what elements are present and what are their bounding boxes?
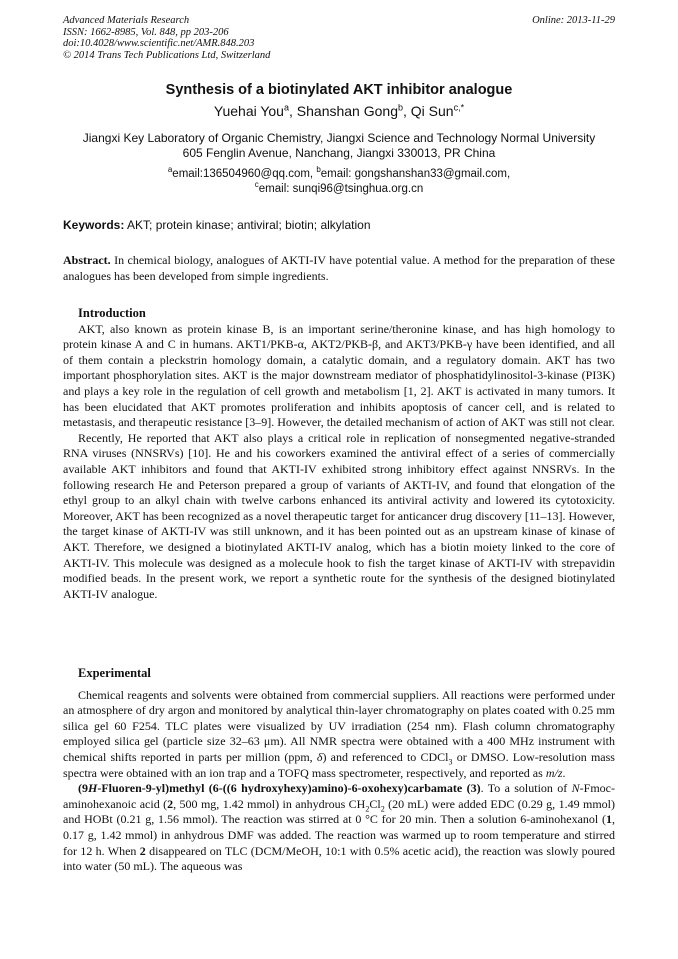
email-line bbox=[0, 167, 678, 182]
text-run: . bbox=[562, 765, 566, 780]
journal-header bbox=[63, 15, 270, 61]
text-run: (9 bbox=[78, 781, 88, 796]
compound-number: 1 bbox=[606, 812, 612, 827]
compound-number: 2 bbox=[167, 796, 174, 811]
email-line bbox=[0, 182, 678, 197]
author-emails bbox=[0, 167, 678, 197]
text-run: N bbox=[571, 781, 580, 796]
introduction-section bbox=[63, 306, 615, 602]
text-run: (20 mL) were added EDC (0.29 g, 1.49 mmol) and HOBt (0.21 g, 1.56 mmol). The reaction was stirred at 0 °C for 20 min. Then a solution 6-aminohexanol ( bbox=[63, 796, 616, 827]
author-name: Shanshan Gong bbox=[296, 103, 398, 119]
text-run: , 0.17 g, 1.42 mmol) in anhydrous DMF was added. The reaction was warmed up to room temperature and stirred for 12 h. When bbox=[63, 812, 615, 858]
experimental-section bbox=[63, 666, 615, 875]
text-run: H bbox=[88, 781, 98, 796]
affiliation-line: 605 Fenglin Avenue, Nanchang, Jiangxi 330013, PR China bbox=[182, 146, 496, 160]
text-run: Chemical reagents and solvents were obtained from commercial suppliers. All reactions were performed under an atmosphere of dry argon and monitored by analytical thin-layer chromatography on plates coated with 0.25 mm silica gel 60 F254. TLC plates were visualized by UV irradiation (254 nm). Flash column chromatography employed silica gel (particle size 32–63 μm). All NMR spectra were obtained with a 400 MHz instrument with chemical shifts reported in parts per million (ppm, bbox=[63, 687, 615, 764]
text-run: -Fmoc-aminohexanoic acid ( bbox=[63, 781, 615, 811]
email-a[interactable]: email:136504960@qq.com, bbox=[172, 168, 317, 180]
text-run: -Fluoren-9-yl)methyl (6-((6 hydroxyhexy)amino)-6-oxohexy)carbamate (3) bbox=[97, 781, 481, 796]
author-affil-mark: a bbox=[283, 102, 289, 113]
experimental-paragraph bbox=[63, 781, 615, 875]
abstract bbox=[63, 253, 615, 284]
text-run: δ bbox=[316, 749, 323, 764]
email-c[interactable]: email: sunqi96@tsinghua.org.cn bbox=[258, 183, 424, 195]
experimental-heading: Experimental bbox=[78, 666, 151, 680]
author-separator: , bbox=[403, 103, 411, 119]
journal-name: Advanced Materials Research bbox=[63, 15, 190, 26]
abstract-text: In chemical biology, analogues of AKTI-IV have potential value. A method for the preparation of these analogues has been developed from simple ingredients. bbox=[63, 253, 615, 283]
online-date: Online: 2013-11-29 bbox=[532, 15, 615, 26]
text-run: ) and referenced to CDCl bbox=[322, 749, 449, 764]
affiliation bbox=[0, 131, 678, 161]
subscript: 2 bbox=[365, 804, 370, 814]
author-name: Yuehai You bbox=[213, 103, 284, 119]
author-list bbox=[0, 103, 678, 119]
keywords bbox=[63, 218, 371, 232]
introduction-heading: Introduction bbox=[78, 306, 146, 320]
issn-line: ISSN: 1662-8985, Vol. 848, pp 203-206 bbox=[63, 26, 229, 38]
text-run: or DMSO. Low-resolution mass spectra were obtained with an ion trap and a TOFQ mass spectrometer, respectively, and reported as bbox=[63, 749, 615, 780]
text-run: Cl bbox=[369, 796, 381, 811]
author-affil-mark: b bbox=[397, 102, 403, 113]
text-run: disappeared on TLC (DCM/MeOH, 10:1 with 0.5% acetic acid), the reaction was slowly poured into water (50 mL). The aqueous was bbox=[63, 843, 615, 874]
subscript: 3 bbox=[448, 757, 453, 767]
paper-title: Synthesis of a biotinylated AKT inhibitor analogue bbox=[165, 82, 513, 98]
author-separator: , bbox=[289, 103, 297, 119]
compound-title bbox=[78, 781, 481, 795]
abstract-paragraph bbox=[63, 253, 615, 284]
email-mark: b bbox=[316, 165, 321, 175]
text-run: m/z bbox=[545, 765, 563, 780]
email-mark: c bbox=[254, 180, 259, 190]
abstract-label: Abstract. bbox=[63, 253, 111, 267]
doi-line: doi:10.4028/www.scientific.net/AMR.848.203 bbox=[63, 38, 255, 49]
subscript: 2 bbox=[380, 804, 385, 814]
author-name: Qi Sun bbox=[410, 103, 454, 119]
compound-number: 2 bbox=[139, 843, 146, 858]
keywords-text: AKT; protein kinase; antiviral; biotin; alkylation bbox=[124, 218, 371, 232]
text-run: . To a solution of bbox=[480, 781, 572, 796]
email-mark: a bbox=[167, 165, 173, 175]
email-b[interactable]: email: gongshanshan33@gmail.com, bbox=[320, 168, 511, 180]
affiliation-line: Jiangxi Key Laboratory of Organic Chemistry, Jiangxi Science and Technology Normal University bbox=[82, 131, 596, 145]
text-run: , 500 mg, 1.42 mmol) in anhydrous CH bbox=[173, 796, 366, 811]
introduction-paragraph: Recently, He reported that AKT also plays a critical role in replication of nonsegmented negative-stranded RNA viruses (NNSRVs) [10]. He and his coworkers examined the antiviral effect of a series of commercially available AKT inhibitors and found that AKTI-IV exhibited strong inhibitory effect against NNSRVs. In the following research He and Peterson prepared a group of variants of AKTI-IV, and found that elongation of the ethyl group to an alkyl chain with twelve carbons enhanced its antiviral activity and lowered its cytotoxicity. Moreover, AKT has been recognized as a novel therapeutic target for anticancer drug discovery [11–13]. However, the target kinase of AKTI-IV was still unknown, and it has been pointed out as an upstream kinase of kinase of AKT. Therefore, we designed a biotinylated AKTI-IV analog, which has a biotin moiety linked to the core of AKTI-IV. This molecule was designed as a molecule hook to fish the target kinase of AKTI-IV with strepavidin modified beads. In the present work, we report a synthetic route for the synthesis of the designed biotinylated AKTI-IV analogue. bbox=[63, 430, 615, 601]
author-affil-mark: c,* bbox=[453, 102, 465, 113]
experimental-paragraph bbox=[63, 688, 615, 782]
copyright-line: © 2014 Trans Tech Publications Ltd, Switzerland bbox=[63, 49, 271, 61]
introduction-paragraph: AKT, also known as protein kinase B, is an important serine/theronine kinase, and has high homology to protein kinase A and C in humans. AKT1/PKB-α, AKT2/PKB-β, and AKT3/PKB-γ have been identified, and all of them contain a pleckstrin homology domain, a catalytic domain, and a regulatory domain. AKT has two important phosphorylation sites. AKT is the major downstream mediator of phosphatidylinositol-3-kinase (PI3K) and plays a key role in the regulation of cell growth and metabolism [1, 2]. AKT is activated in many tumors. It has been elucidated that AKT promotes proliferation and inhibits apoptosis of cancer cell, and is related to metastasis, and therapeutic resistance [3–9]. However, the detailed mechanism of action of AKT was still not clear. bbox=[63, 321, 615, 430]
keywords-label: Keywords: bbox=[63, 218, 125, 232]
